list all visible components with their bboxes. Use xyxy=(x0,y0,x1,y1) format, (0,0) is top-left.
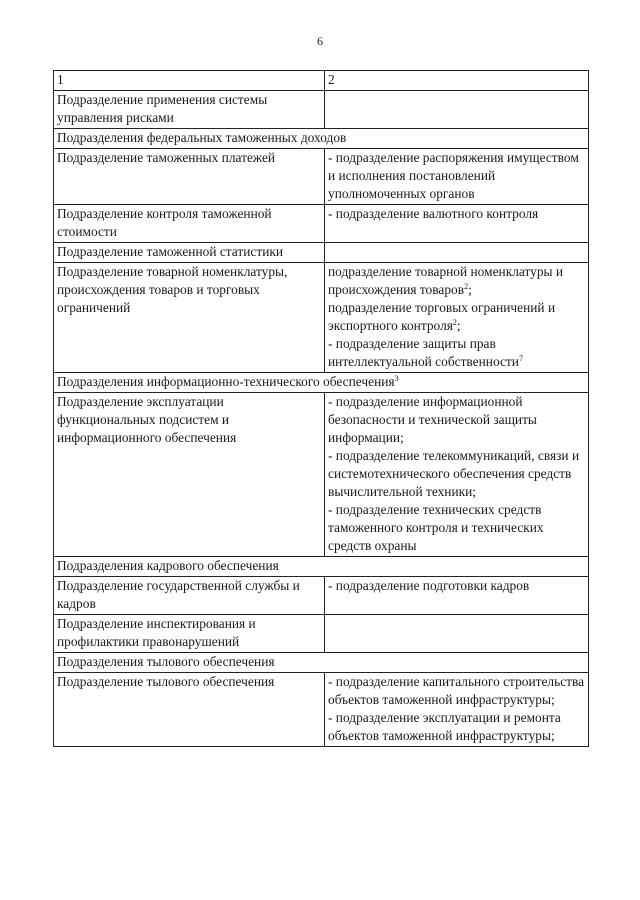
unit-name-cell: Подразделение государственной службы и кадров xyxy=(54,577,325,615)
table-row xyxy=(54,263,589,373)
column-header-1: 1 xyxy=(54,71,325,91)
footnote-mark: 3 xyxy=(394,374,399,383)
subunits-cell xyxy=(325,263,589,373)
section-header-row xyxy=(54,557,589,577)
section-header-row xyxy=(54,653,589,673)
subunit-punct: ; xyxy=(456,318,461,333)
subunit-item: - подразделение эксплуатации и ремонта объектов таможенной инфраструктуры; xyxy=(328,710,561,743)
table-row xyxy=(54,577,589,615)
subunits-cell xyxy=(325,91,589,129)
section-header-row xyxy=(54,373,589,393)
subunits-cell xyxy=(325,577,589,615)
unit-name-cell: Подразделение инспектирования и профилактики правонарушений xyxy=(54,615,325,653)
unit-name-cell: Подразделение эксплуатации функциональных подсистем и информационного обеспечения xyxy=(54,393,325,557)
subunit-item xyxy=(328,263,585,299)
subunit-item: - подразделение капитального строительства объектов таможенной инфраструктуры; xyxy=(328,674,585,707)
subunit-item: - подразделение подготовки кадров xyxy=(328,578,530,593)
subunit-item: - подразделение технических средств таможенного контроля и технических средств охраны xyxy=(328,502,544,553)
page-number: 6 xyxy=(317,34,323,48)
table-row xyxy=(54,673,589,747)
section-title-text: Подразделения информационно-технического обеспечения xyxy=(57,374,395,389)
subunit-punct: ; xyxy=(468,282,472,297)
table-row xyxy=(54,615,589,653)
unit-name-cell: Подразделение товарной номенклатуры, происхождения товаров и торговых ограничений xyxy=(54,263,325,373)
subunit-item: - подразделение валютного контроля xyxy=(328,206,539,221)
subunits-cell xyxy=(325,673,589,747)
table-header-row xyxy=(54,71,589,91)
unit-name-cell: Подразделение применения системы управления рисками xyxy=(54,91,325,129)
table-row xyxy=(54,205,589,243)
unit-name-cell: Подразделение таможенных платежей xyxy=(54,149,325,205)
subunit-item: - подразделение информационной безопасности и технической защиты информации; xyxy=(328,394,537,445)
unit-name-cell: Подразделение таможенной статистики xyxy=(54,243,325,263)
subunits-cell xyxy=(325,149,589,205)
section-title: Подразделения кадрового обеспечения xyxy=(54,557,589,577)
table-row xyxy=(54,243,589,263)
subunit-text: - подразделение защиты прав интеллектуальной собственности xyxy=(328,336,519,369)
subunit-item xyxy=(328,335,585,371)
subunit-item xyxy=(328,299,585,335)
subunits-cell xyxy=(325,243,589,263)
unit-name-cell: Подразделение контроля таможенной стоимости xyxy=(54,205,325,243)
units-table xyxy=(53,70,589,747)
section-title xyxy=(54,373,589,393)
footnote-mark: 2 xyxy=(452,318,457,327)
section-title: Подразделения федеральных таможенных доходов xyxy=(54,129,589,149)
subunit-text: подразделение товарной номенклатуры и происхождения товаров xyxy=(328,264,564,297)
table-row xyxy=(54,91,589,129)
column-header-2: 2 xyxy=(325,71,589,91)
subunit-text: подразделение торговых ограничений и экспортного контроля xyxy=(328,300,556,333)
table-row xyxy=(54,149,589,205)
table-row xyxy=(54,393,589,557)
subunit-item: - подразделение распоряжения имуществом и исполнения постановлений уполномоченных органов xyxy=(328,150,579,201)
footnote-mark: 7 xyxy=(518,354,523,363)
footnote-mark: 2 xyxy=(464,282,469,291)
subunits-cell xyxy=(325,615,589,653)
unit-name-cell: Подразделение тылового обеспечения xyxy=(54,673,325,747)
subunit-item: - подразделение телекоммуникаций, связи и системотехнического обеспечения средств вычислительной техники; xyxy=(328,448,580,499)
subunits-cell xyxy=(325,393,589,557)
section-title: Подразделения тылового обеспечения xyxy=(54,653,589,673)
section-header-row xyxy=(54,129,589,149)
subunits-cell xyxy=(325,205,589,243)
